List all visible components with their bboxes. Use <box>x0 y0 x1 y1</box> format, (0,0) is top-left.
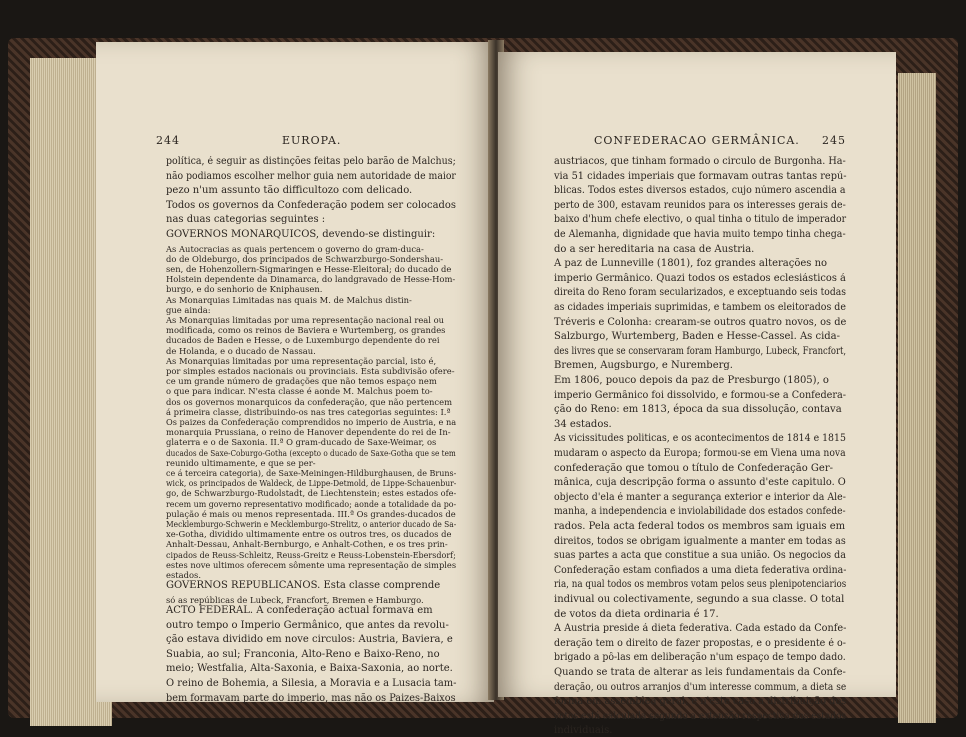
text-line: As Monarquias limitadas por uma representação parcial, isto é, <box>166 355 437 366</box>
text-line: xe-Gotha, dividido ultimamente entre os outros tres, os ducados de <box>166 529 452 540</box>
text-line: Os paizes da Confederação comprendidos no imperio de Austria, e na <box>166 417 457 427</box>
text-line: Todos os governos da Confederação podem ser colocados <box>166 199 456 211</box>
text-line: Tréveris e Colonha: crearam-se outros quatro novos, os de <box>554 316 847 328</box>
text-line: Salzburgo, Wurtemberg, Baden e Hesse-Cassel. As cida- <box>554 331 841 343</box>
text-line: ria, na qual todos os membros votam pelos seus plenipotenciarios <box>554 579 847 591</box>
text-line: As Monarquias limitadas por uma representação nacional real ou <box>166 315 445 325</box>
page-edges-right <box>898 73 936 723</box>
text-line: wick, os principados de Waldeck, de Lippe-Detmold, de Lippe-Schauenbur- <box>166 478 457 489</box>
text-line: imperio Germânico. Quazi todos os estados eclesiásticos á <box>554 272 846 284</box>
text-line: manha, a independencia e inviolabilidade dos estados confede- <box>554 506 846 518</box>
text-line: estados. <box>166 570 201 580</box>
text-line: ducados de Saxe-Coburgo-Gotha (excepto o ducado de Saxe-Gotha que se tem <box>166 447 456 458</box>
text-line: de votos da dieta ordinaria é 17. <box>554 608 719 620</box>
text-line: ACTO FEDERAL. A confederação actual formava em <box>166 605 433 616</box>
text-line: Holstein dependente da Dinamarca, do landgravado de Hesse-Hom- <box>166 274 456 285</box>
text-line: rados. Pela acta federal todos os membros sam iguais em <box>554 521 846 532</box>
text-line: perto de 300, estavam reunidos para os interesses gerais de- <box>554 199 846 211</box>
text-line: á primeira classe, distribuindo-os nas tres categorias seguintes: I.ª <box>166 406 451 417</box>
text-line: forma em assemblea geral, e n'este caso a distribuição dos <box>554 696 847 708</box>
text-line: pulação é mais ou menos representada. III.ª Os grandes-ducados de <box>166 508 456 519</box>
text-line: As Monarquias Limitadas nas quais M. de Malchus distin- <box>166 294 412 305</box>
text-line: sen, de Hohenzollern-Sigmaringen e Hesse-Eleitoral; do ducado de <box>166 264 452 274</box>
text-line: Confederação estam confiados a uma dieta federativa ordina- <box>554 564 847 576</box>
text-line: pezo n'um assunto tão difficultozo com delicado. <box>166 185 413 197</box>
text-line: confederação que tomou o título de Confederação Ger- <box>554 462 833 474</box>
text-line: imperio Germânico foi dissolvido, e formou-se a Confedera- <box>554 389 847 401</box>
text-line: mânica, cuja descripção forma o assunto d'este capitulo. O <box>554 477 846 489</box>
text-line: suas partes a acta que constitue a sua união. Os negocios da <box>554 550 846 562</box>
text-line: nas duas categorias seguintes : <box>166 214 326 226</box>
text-line: As Autocracias as quais pertencem o governo do gram-duca- <box>166 243 424 254</box>
text-line: blicas. Todos estes diversos estados, cujo número ascendia a <box>554 185 846 197</box>
text-line: de Alemanha, dignidade que havia muito tempo tinha chega- <box>554 229 846 240</box>
left-page-number: 244 <box>156 134 180 147</box>
text-line: austriacos, que tinham formado o circulo de Burgonha. Ha- <box>554 156 846 167</box>
text-line: ducados de Baden e Hesse, o de Luxemburgo dependente do rei <box>166 335 440 346</box>
text-line: ção do Reno: em 1813, época da sua dissolução, contava <box>554 404 842 416</box>
text-line: gue ainda: <box>166 304 211 315</box>
text-line: GOVERNOS REPUBLICANOS. Esta classe comprende <box>166 580 441 592</box>
text-line: o que para indicar. N'esta classe é aonde M. Malchus poem to- <box>166 386 433 397</box>
text-line: Bremen, Augsburgo, e Nuremberg. <box>554 360 733 372</box>
right-running-head: CONFEDERACAO GERMÂNICA. <box>594 134 800 147</box>
text-line: direita do Reno foram secularizados, e exceptuando seis todas <box>554 287 846 299</box>
text-line: Anhalt-Dessau, Anhalt-Bernburgo, e Anhalt-Cothen, e os tres prin- <box>166 539 448 550</box>
text-line: Suabia, ao sul; Franconia, Alto-Reno e Baixo-Reno, no <box>166 648 440 660</box>
text-line: bem formavam parte do imperio, mas não os Paizes-Baixos <box>166 692 456 704</box>
text-line: go, de Schwarzburgo-Rudolstadt, de Liechtenstein; estes estados ofe- <box>166 488 457 499</box>
text-line: via 51 cidades imperiais que formavam outras tantas repú- <box>554 170 847 182</box>
text-line: burgo, e do senhorio de Kniphausen. <box>166 284 323 295</box>
text-line: A paz de Lunneville (1801), foz grandes alterações no <box>554 258 828 270</box>
text-line: objecto d'ela é manter a segurança exterior e interior da Ale- <box>554 491 846 503</box>
text-line: dos os governos monarquicos da confederação, que não pertencem <box>166 396 453 407</box>
text-line: Mecklemburgo-Schwerin e Mecklemburgo-Strelitz, o anterior ducado de Sa- <box>166 519 457 529</box>
left-page <box>96 42 494 702</box>
text-line: mudaram o aspecto da Europa; formou-se em Viena uma nova <box>554 448 846 459</box>
text-line: des livres que se conservaram foram Hamburgo, Lubeck, Francfort, <box>554 345 847 357</box>
text-line: do de Oldeburgo, dos principados de Schwarzburgo-Sondershau- <box>166 253 444 264</box>
text-line: modificada, como os reinos de Baviera e Wurtemberg, os grandes <box>166 325 446 336</box>
text-line: brigado a pô-las em deliberação n'um espaço de tempo dado. <box>554 652 846 664</box>
text-line: outro tempo o Imperio Germânico, que antes da revolu- <box>166 619 449 631</box>
text-line: recem um governo representativo modificado; aonde a totalidade da po- <box>166 498 457 509</box>
text-line: do a ser hereditaria na casa de Austria. <box>554 243 755 255</box>
text-line: ce á terceira categoria), de Saxe-Meiningen-Hildburghausen, de Bruns- <box>166 468 457 478</box>
left-running-head: EUROPA. <box>282 134 342 147</box>
text-line: As vicissitudes politicas, e os acontecimentos de 1814 e 1815 <box>554 433 846 445</box>
text-line: individuais. <box>554 725 613 737</box>
text-line: A Austria preside á dieta federativa. Cada estado da Confe- <box>554 623 847 635</box>
text-line: Quando se trata de alterar as leis fundamentais da Confe- <box>554 667 846 678</box>
text-line: estes nove ultimos oferecem sômente uma representação de simples <box>166 559 457 570</box>
text-line: meio; Westfalia, Alta-Saxonia, e Baixa-Saxonia, ao norte. <box>166 663 453 675</box>
right-page <box>498 52 896 737</box>
text-line: de Holanda, e o ducado de Nassau. <box>166 345 316 356</box>
text-line: glaterra e o de Saxonia. II.ª O gram-ducado de Saxe-Weimar, os <box>166 437 437 448</box>
text-line: política, é seguir as distinções feitas pelo barão de Malchus; <box>166 156 456 167</box>
text-line: deração tem o direito de fazer propostas, e o presidente é o- <box>554 637 846 649</box>
text-line: ção estava dividido em nove circulos: Austria, Baviera, e <box>166 634 453 646</box>
text-line: ce um grande número de gradações que não temos espaço nem <box>166 376 437 387</box>
text-line: as cidades imperiais suprimidas, e tambem os eleitorados de <box>554 302 846 313</box>
text-line: GOVERNOS MONARQUICOS, devendo-se distinguir: <box>166 229 436 240</box>
text-line: direitos, todos se obrigam igualmente a manter em todas as <box>554 535 846 547</box>
text-line: não podiamos escolher melhor guia nem autoridade de maior <box>166 170 456 182</box>
text-line: votos está calculada segundo a extensão respectiva dos estados <box>554 710 847 722</box>
text-line: monarquia Prussiana, o reino de Hanover dependente do rei de In- <box>166 427 451 438</box>
right-page-number: 245 <box>822 134 846 147</box>
text-line: só as repúblicas de Lubeck, Francfort, Bremen e Hamburgo. <box>166 594 424 605</box>
text-line: indivual ou colectivamente, segundo a sua classe. O total <box>554 594 845 605</box>
text-line: O reino de Bohemia, a Silesia, a Moravia e a Lusacia tam- <box>166 678 457 689</box>
text-line: deração, ou outros arranjos d'um interesse commum, a dieta se <box>554 681 847 693</box>
text-line: por simples estados nacionais ou provinciais. Esta subdivisão ofere- <box>166 366 455 376</box>
text-line: Em 1806, pouco depois da paz de Presburgo (1805), o <box>554 375 829 386</box>
text-line: baixo d'hum chefe electivo, o qual tinha o titulo de imperador <box>554 214 847 226</box>
text-line: reunido ultimamente, e que se per- <box>166 457 316 468</box>
text-line: cipados de Reuss-Schleitz, Reuss-Greitz e Reuss-Lobenstein-Ebersdorf; <box>166 549 456 560</box>
text-line: 34 estados. <box>554 418 612 430</box>
